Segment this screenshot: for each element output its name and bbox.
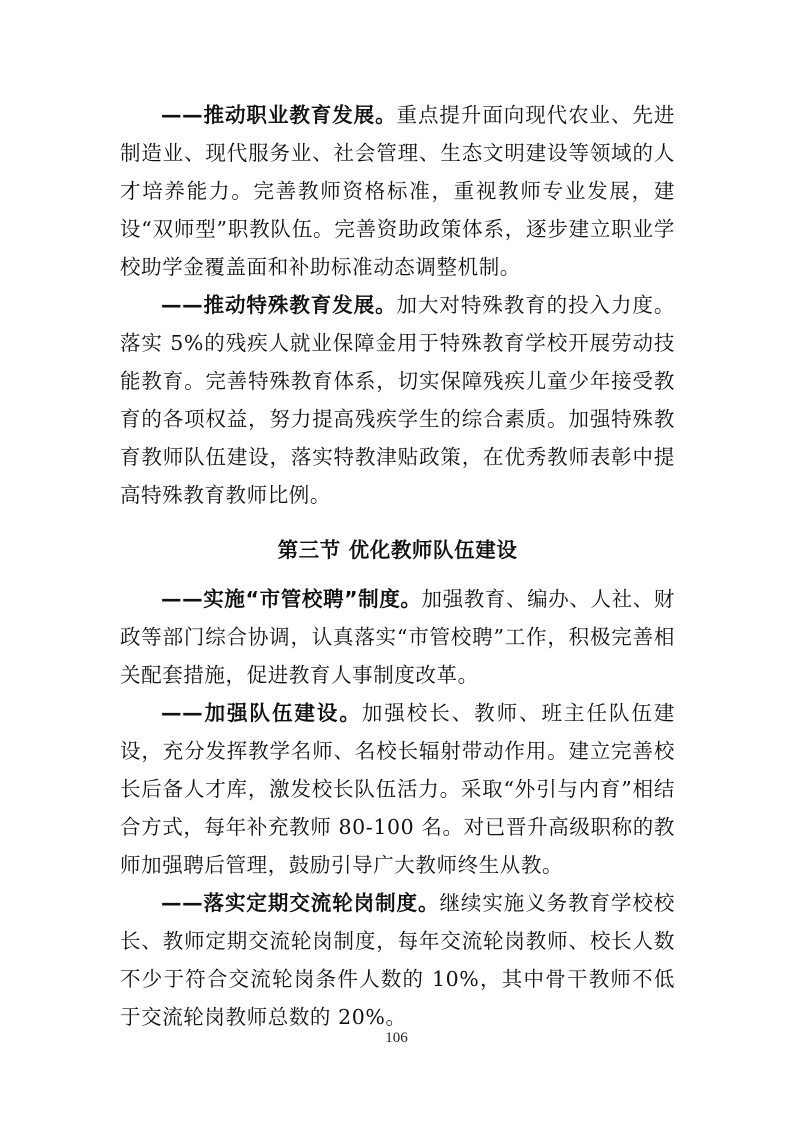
page-number: 106: [385, 1030, 408, 1046]
paragraph-special-education: [120, 286, 675, 514]
paragraph-heading: ——实施“市管校聘”制度。: [161, 587, 422, 611]
document-page: [120, 96, 675, 1036]
paragraph-rotation-system: [120, 884, 675, 1036]
paragraph-city-management: [120, 580, 675, 694]
paragraph-heading: ——推动特殊教育发展。: [161, 293, 397, 317]
paragraph-body: 加强校长、教师、班主任队伍建设，充分发挥教学名师、名校长辐射带动作用。建立完善校长后备人才库，激发校长队伍活力。采取“外引与内育”相结合方式，每年补充教师 80-100 名。对已晋升高级职称的教师加强聘后管理，鼓励引导广大教师终生从教。: [120, 701, 675, 877]
paragraph-body: 重点提升面向现代农业、先进制造业、现代服务业、社会管理、生态文明建设等领域的人才培养能力。完善教师资格标准，重视教师专业发展，建设“双师型”职教队伍。完善资助政策体系，逐步建立职业学校助学金覆盖面和补助标准动态调整机制。: [120, 103, 675, 279]
paragraph-heading: ——落实定期交流轮岗制度。: [161, 891, 440, 915]
paragraph-body: 加大对特殊教育的投入力度。落实 5%的残疾人就业保障金用于特殊教育学校开展劳动技能教育。完善特殊教育体系，切实保障残疾儿童少年接受教育的各项权益，努力提高残疾学生的综合素质。加强特殊教育教师队伍建设，落实特教津贴政策，在优秀教师表彰中提高特殊教育教师比例。: [120, 293, 675, 507]
paragraph-heading: ——加强队伍建设。: [161, 701, 362, 725]
paragraph-vocational-education: [120, 96, 675, 286]
paragraph-body: 加强教育、编办、人社、财政等部门综合协调，认真落实“市管校聘”工作，积极完善相关配套措施，促进教育人事制度改革。: [120, 587, 675, 687]
paragraph-body: 继续实施义务教育学校校长、教师定期交流轮岗制度，每年交流轮岗教师、校长人数不少于符合交流轮岗条件人数的 10%，其中骨干教师不低于交流轮岗教师总数的 20%。: [120, 891, 675, 1029]
paragraph-heading: ——推动职业教育发展。: [161, 103, 397, 127]
section-title: 第三节 优化教师队伍建设: [277, 538, 518, 562]
paragraph-team-building: [120, 694, 675, 884]
